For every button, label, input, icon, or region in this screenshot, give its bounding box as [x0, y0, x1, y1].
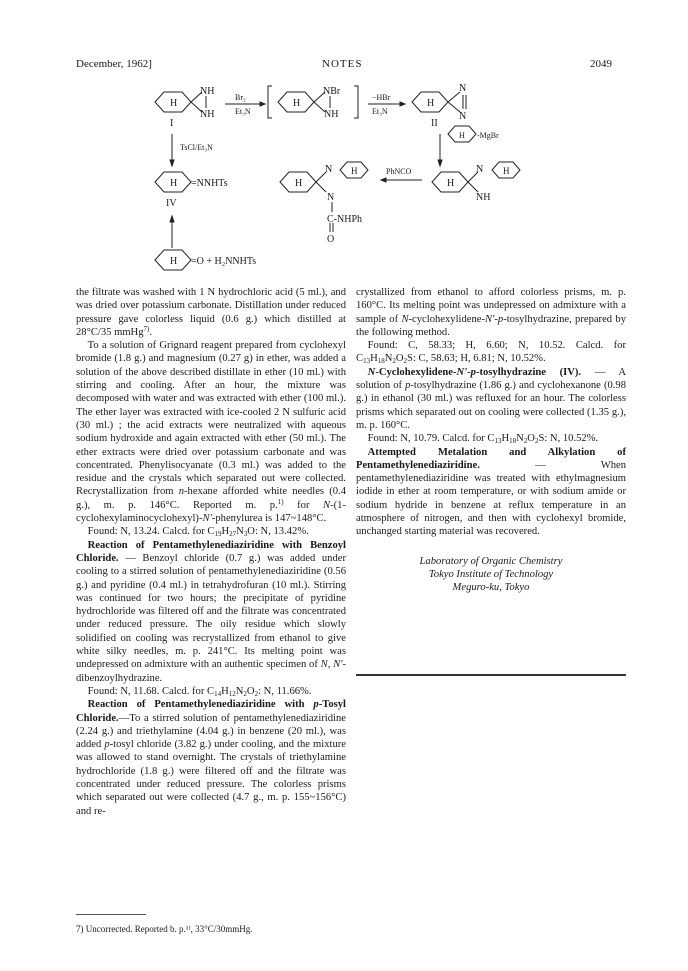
label-nh-2: NH — [324, 109, 339, 120]
label-c-nhph: C-NHPh — [327, 214, 363, 225]
label-n-amine: N — [476, 164, 484, 175]
hex-h-8: H — [447, 178, 455, 189]
footnote: 7) Uncorrected. Reported b. p.¹⁾, 33°C/30mmHg. — [76, 924, 253, 934]
left-column — [76, 286, 346, 818]
page-number: 2049 — [590, 58, 612, 70]
reagent-phnco: PhNCO — [386, 167, 412, 176]
hex-h-3: H — [427, 98, 435, 109]
compound-label-iv: IV — [166, 198, 177, 209]
reaction-scheme — [150, 80, 530, 280]
hex-h-5: H — [170, 178, 178, 189]
paragraph: Found: N, 13.24. Calcd. for $C_{19}H_{27}N_3O$: N, 13.42%. — [87, 526, 309, 539]
paragraph: Reaction of Pentamethylenediaziridine with Benzoyl Chloride. — Benzoyl chloride (0.7 g.) was added under cooling to a stirred solution of pentamethylenediaziridine (0.56 g.) and pyridine (0.4 ml.) in tetrahydrofuran (10 ml.). Stirring was continued for two hours; the precipitate of pyridine hydrochloride was filtered off and the filtrate was concentrated under reduced pressure. The oily residue which slowly solidified on cooling was recrystallized from ethanol to give white silky needles, m. p. 241°C. Its melting point was undepressed on admixture with an authentic specimen of N, N'-dibenzoylhydrazine. — [76, 539, 346, 684]
compound-label-ii: II — [431, 118, 438, 129]
paragraph: Found: C, 58.33; H, 6.60; N, 10.52. Calcd. for $C_{13}H_{18}N_2O_2S$: C, 58.63; H, 6.81; N, 10.52%. — [356, 340, 626, 366]
label-n-top: N — [459, 83, 467, 94]
reagent-et3n-2: Et₃N — [372, 107, 388, 116]
label-nbr: NBr — [323, 86, 341, 97]
end-rule — [356, 674, 626, 676]
hex-h-6: H — [295, 178, 303, 189]
affiliation-line: Laboratory of Organic Chemistry — [419, 555, 563, 567]
reagent-br2: Br₂ — [235, 93, 246, 102]
label-n-bottom: N — [459, 111, 467, 122]
hex-h-4: H — [459, 131, 465, 140]
reagent-tscl: TsCl/Et₃N — [180, 143, 213, 152]
hex-h-2: H — [293, 98, 301, 109]
label-nnhts: =NNHTs — [191, 178, 228, 189]
paragraph: the filtrate was washed with 1 N hydrochloric acid (5 ml.), and was dried over potassium carbonate. Distillation under reduced pressure gave colorless liquid (0.6 g.) which distilled at 28°C/35 mmHg$^{7)}$. — [76, 287, 346, 338]
label-ketone: =O + H₂NNHTs — [191, 256, 257, 267]
right-column — [356, 286, 626, 595]
label-nh-bottom: NH — [200, 109, 215, 120]
running-date: December, 1962] — [76, 58, 152, 70]
paragraph: crystallized from ethanol to afford colorless prisms, m. p. 160°C. Its melting point was undepressed on admixture with a sample of N-cyclohexylidene-N'-p-tosylhydrazine, prepared by the following method. — [356, 287, 626, 338]
hex-h-9: H — [503, 166, 510, 176]
paragraph: N-Cyclohexylidene-N'-p-tosylhydrazine (IV). — A solution of p-tosylhydrazine (1.86 g.) and cyclohexanone (0.98 g.) in ethanol (30 ml.) was refluxed for an hour. The colorless prisms which separated out on cooling were collected (1.35 g.), m. p. 160°C. — [356, 366, 627, 431]
paragraph: Attempted Metalation and Alkylation of Pentamethylenediaziridine. — When pentamethylenediaziridine was treated with ethylmagnesium iodide in ether at room temperature, or with sodium amide or sodium hydride in benzene at reflux temperature in an atmosphere of nitrogen, and then with cyclohexyl bromide, unchanged starting material was recovered. — [356, 446, 626, 538]
compound-label-i: I — [170, 118, 174, 129]
label-n-urea-2: N — [327, 192, 335, 203]
footnote-rule — [76, 914, 146, 915]
label-n-urea: N — [325, 164, 333, 175]
affiliation-line: Tokyo Institute of Technology — [428, 568, 554, 580]
label-o: O — [327, 234, 335, 245]
paragraph: Found: N, 10.79. Calcd. for $C_{13}H_{18}N_2O_2S$: N, 10.52%. — [367, 433, 599, 446]
reagent-et3n: Et₃N — [235, 107, 251, 116]
affiliation-line: Meguro-ku, Tokyo — [452, 582, 530, 594]
hex-h: H — [170, 98, 178, 109]
reagent-mgbr: -MgBr — [477, 131, 499, 140]
paragraph: To a solution of Grignard reagent prepared from cyclohexyl bromide (1.8 g.) and magnesium (0.27 g) in ether, was added a solution of the above described distillate in ether (10 ml.) with stirring and cooling. After an hour, the mixture was decomposed with water and was extracted with ether (100 ml.). The ether layer was extracted with ice-cooled 2 N sulfuric acid (30 ml.) ; the acid extracts were neutralized with aqueous sodium hydroxide and again extracted with ether (50 ml.). The ether extracts were dried over potassium carbonate and was concentrated. Phenylisocyanate (0.3 ml.) was added to the residue and the crystals which separated out were collected. Recrystallization from n-hexane afforded white needles (0.4 g.), m. p. 146°C. Reported m. p.$^{1)}$ for N-(1-cyclohexylaminocyclohexyl)-N'-phenylurea is 147~148°C. — [76, 340, 346, 525]
paragraph: Reaction of Pentamethylenediaziridine with p-Tosyl Chloride.—To a stirred solution of pentamethylenediaziridine (2.24 g.) and triethylamine (4.04 g.) in benzene (20 ml.), was added p-tosyl chloride (3.82 g.) under cooling, and the mixture was allowed to stand overnight. The crystals of triethylamine hydrochloride (1.8 g.) were filtered off and the filtrate was concentrated under reduced pressure. The colorless prisms which separated out were collected (4.7 g., m. p. 155~156°C) and re- — [76, 699, 346, 817]
affiliation — [356, 555, 626, 595]
label-nh-top: NH — [200, 86, 215, 97]
reagent-hbr: −HBr — [372, 93, 391, 102]
hex-h-7: H — [351, 166, 358, 176]
running-section: NOTES — [322, 58, 363, 70]
label-nh-amine: NH — [476, 192, 491, 203]
paragraph: Found: N, 11.68. Calcd. for $C_{14}H_{12}N_2O_2$: N, 11.66%. — [87, 685, 312, 698]
hex-h-10: H — [170, 256, 178, 267]
